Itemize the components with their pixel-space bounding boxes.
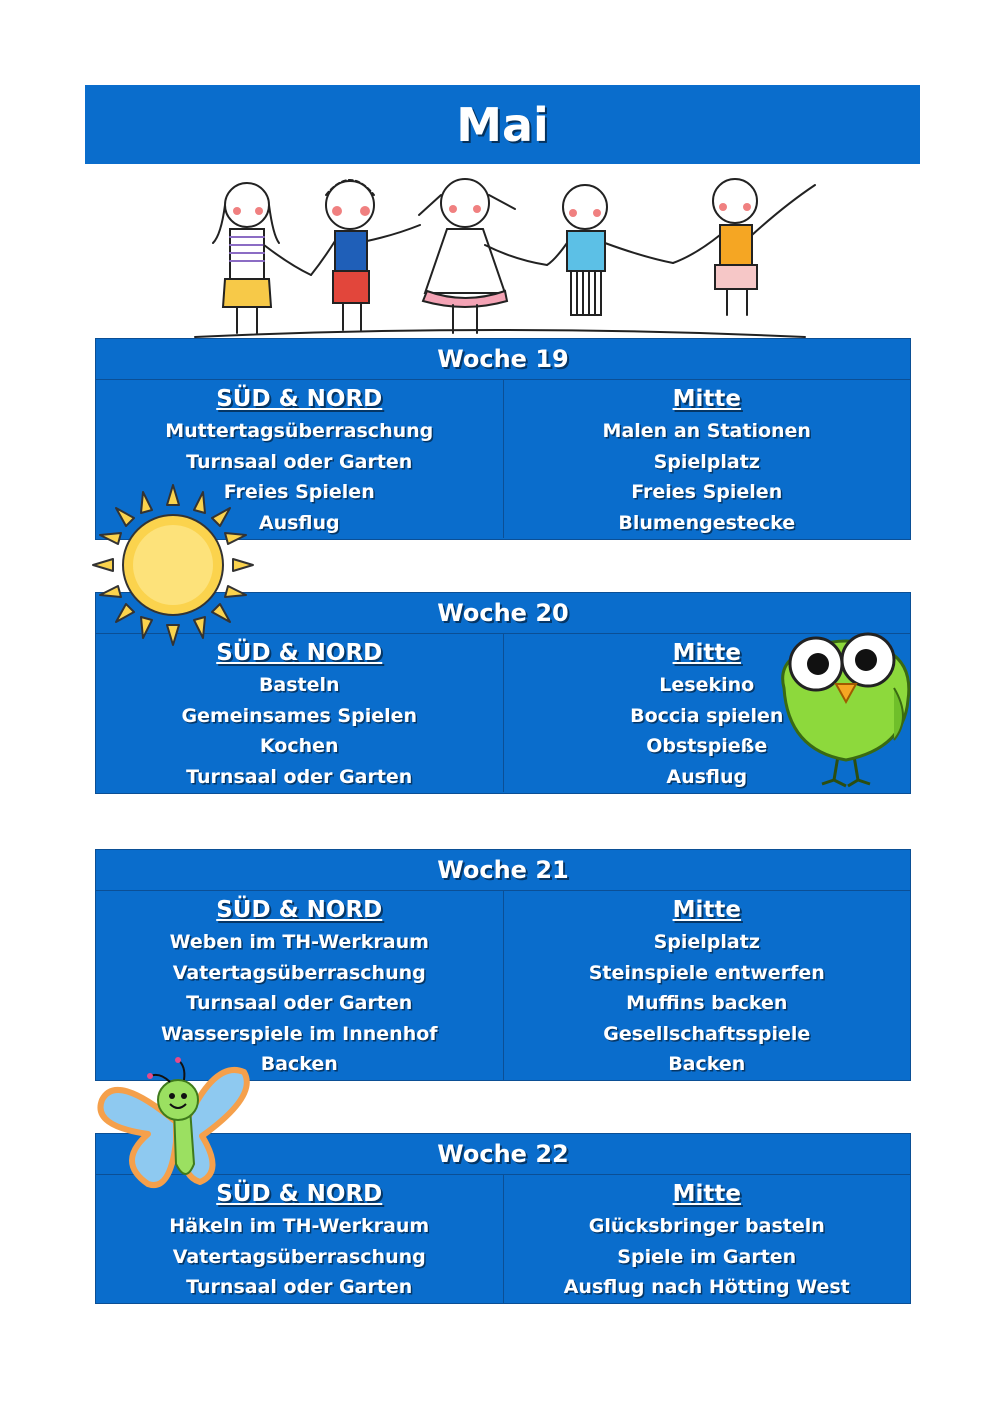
activity-item: Ausflug [666,765,748,788]
activity-item: Turnsaal oder Garten [186,1276,413,1299]
mitte-column [503,380,911,538]
activity-item: Wasserspiele im Innenhof [160,1022,438,1045]
activity-item: Basteln [258,674,340,696]
activity-item: Spiele im Garten [617,1245,797,1268]
week-title: Woche 20 [96,593,910,634]
activity-item: Blumengestecke [618,511,796,534]
activity-item: Malen an Stationen [602,420,811,442]
activity-item: Freies Spielen [223,481,375,504]
month-title: Mai [456,97,549,152]
week-21-block [95,849,911,1081]
activity-item: Backen [668,1053,746,1076]
column-heading: SÜD & NORD [216,897,383,923]
mitte-column [503,891,911,1080]
activity-item: Ausflug nach Hötting West [563,1276,850,1299]
week-title: Woche 21 [96,850,910,891]
activity-item: Spielplatz [653,450,760,473]
column-heading: SÜD & NORD [216,386,383,412]
week-title: Woche 22 [96,1134,910,1175]
column-heading: Mitte [672,640,741,666]
activity-item: Muffins backen [626,992,788,1015]
sun-icon [88,480,258,650]
activity-item: Backen [260,1053,338,1076]
column-heading: Mitte [672,1181,741,1207]
activity-item: Vatertagsüberraschung [172,1245,426,1268]
activity-item: Spielplatz [653,931,760,953]
activity-item: Turnsaal oder Garten [186,765,413,788]
month-banner [85,85,920,164]
activity-item: Turnsaal oder Garten [186,992,413,1015]
activity-item: Vatertagsüberraschung [172,961,426,984]
column-heading: SÜD & NORD [216,1181,383,1207]
activity-item: Weben im TH-Werkraum [169,931,429,953]
activity-item: Obstspieße [646,735,768,758]
children-holding-hands-illustration [175,165,825,345]
activity-item: Glücksbringer basteln [588,1215,825,1237]
week-title: Woche 19 [96,339,910,380]
column-heading: SÜD & NORD [216,640,383,666]
mitte-column [503,1175,911,1303]
activity-item: Gesellschaftsspiele [603,1022,811,1045]
butterfly-icon [96,1052,256,1202]
activity-item: Muttertagsüberraschung [165,420,434,442]
activity-item: Turnsaal oder Garten [186,450,413,473]
activity-item: Ausflug [258,511,340,534]
activity-item: Steinspiele entwerfen [588,961,825,984]
activity-item: Freies Spielen [631,481,783,504]
activity-item: Lesekino [659,674,755,696]
column-heading: Mitte [672,897,741,923]
activity-item: Gemeinsames Spielen [181,704,418,727]
activity-item: Boccia spielen [630,704,784,727]
activity-item: Häkeln im TH-Werkraum [169,1215,430,1237]
activity-item: Kochen [259,735,339,758]
south-north-column [96,634,503,792]
column-heading: Mitte [672,386,741,412]
bird-icon [776,628,916,798]
